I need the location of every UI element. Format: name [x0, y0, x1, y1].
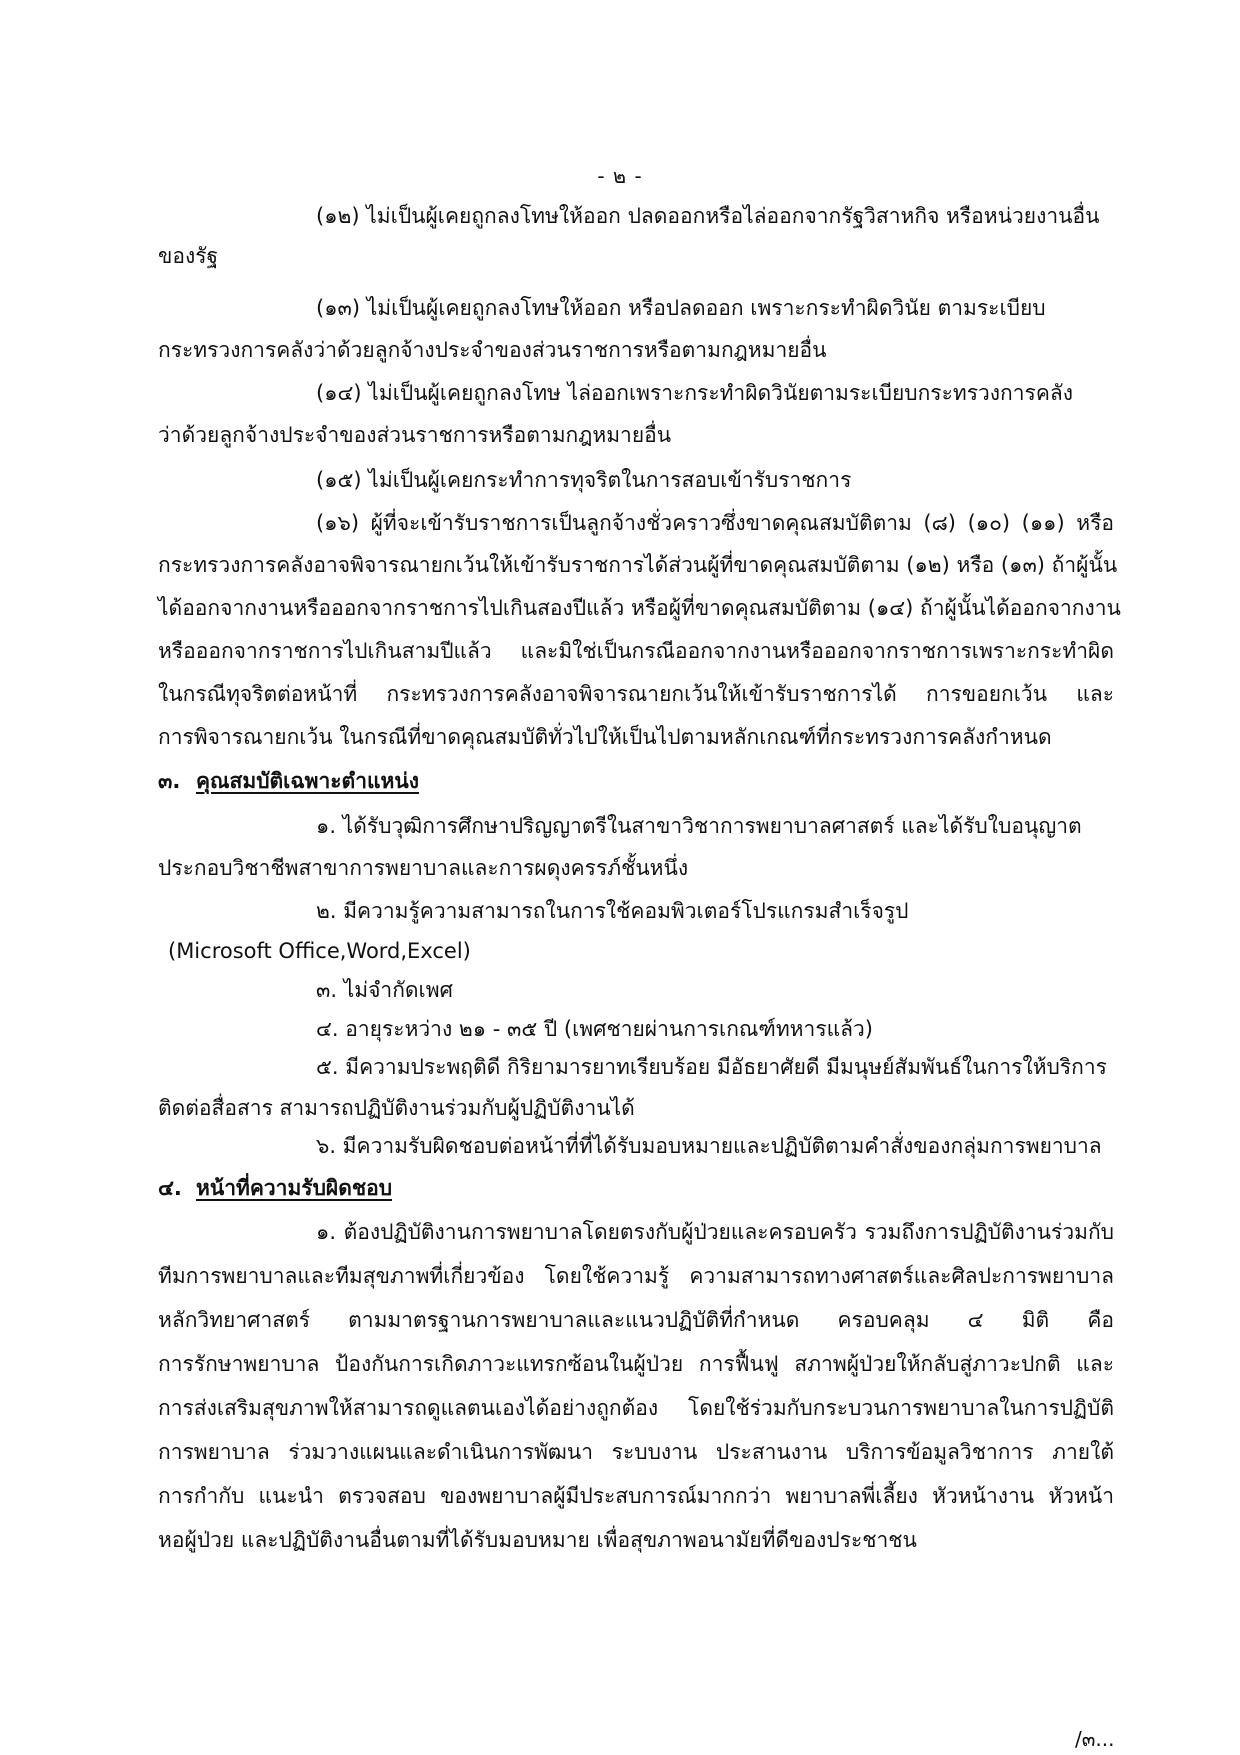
- qualification-16-line-5: ในกรณีทุจริตต่อหน้าที่ กระทรวงการคลังอาจพิจารณายกเว้นให้เข้ารับราชการได้ การขอยกเว้น และ: [158, 682, 1114, 706]
- qualification-14-line-2: ว่าด้วยลูกจ้างประจำของส่วนราชการหรือตามกฎหมายอื่น: [158, 423, 672, 447]
- section-3-item-6: ๖. มีความรับผิดชอบต่อหน้าที่ที่ได้รับมอบหมายและปฏิบัติตามคำสั่งของกลุ่มการพยาบาล: [316, 1134, 1102, 1158]
- qualification-16-line-2: กระทรวงการคลังอาจพิจารณายกเว้นให้เข้ารับราชการได้ส่วนผู้ที่ขาดคุณสมบัติตาม (๑๒) หรือ (๑๓) ถ้าผู้นั้น: [158, 553, 1118, 577]
- section-4-paragraph-line-5: การส่งเสริมสุขภาพให้สามารถดูแลตนเองได้อย่างถูกต้อง โดยใช้ร่วมกับกระบวนการพยาบาลในการปฏิบัติ: [158, 1396, 1114, 1420]
- section-3-heading: คุณสมบัติเฉพาะตำแหน่ง: [196, 769, 419, 793]
- section-4-number: ๔.: [158, 1176, 182, 1200]
- section-3-item-1-line-2: ประกอบวิชาชีพสาขาการพยาบาลและการผดุงครรภ์ชั้นหนึ่ง: [158, 856, 689, 880]
- qualification-16-line-3: ได้ออกจากงานหรือออกจากราชการไปเกินสองปีแล้ว หรือผู้ที่ขาดคุณสมบัติตาม (๑๔) ถ้าผู้นั้นได้ออกจากงาน: [158, 596, 1121, 620]
- qualification-15-line-1: (๑๕) ไม่เป็นผู้เคยกระทำการทุจริตในการสอบเข้ารับราชการ: [316, 468, 852, 492]
- qualification-13-line-2: กระทรวงการคลังว่าด้วยลูกจ้างประจำของส่วนราชการหรือตามกฎหมายอื่น: [158, 338, 827, 362]
- section-3-item-4: ๔. อายุระหว่าง ๒๑ - ๓๕ ปี (เพศชายผ่านการเกณฑ์ทหารแล้ว): [316, 1017, 873, 1041]
- section-3-item-1-line-1: ๑. ได้รับวุฒิการศึกษาปริญญาตรีในสาขาวิชาการพยาบาลศาสตร์ และได้รับใบอนุญาต: [316, 814, 1082, 838]
- section-3-item-2-line-2: (Microsoft Office,Word,Excel): [168, 939, 471, 963]
- page-number: - ๒ -: [597, 164, 643, 188]
- section-3-item-5-line-2: ติดต่อสื่อสาร สามารถปฏิบัติงานร่วมกับผู้ปฏิบัติงานได้: [158, 1096, 635, 1120]
- qualification-13-line-1: (๑๓) ไม่เป็นผู้เคยถูกลงโทษให้ออก หรือปลดออก เพราะกระทำผิดวินัย ตามระเบียบ: [316, 296, 1046, 320]
- section-4-paragraph-line-1: ๑. ต้องปฏิบัติงานการพยาบาลโดยตรงกับผู้ป่วยและครอบครัว รวมถึงการปฏิบัติงานร่วมกับ: [316, 1220, 1114, 1244]
- section-3-item-2-line-1: ๒. มีความรู้ความสามารถในการใช้คอมพิวเตอร์โปรแกรมสำเร็จรูป: [316, 899, 909, 923]
- section-4-paragraph-line-2: ทีมการพยาบาลและทีมสุขภาพที่เกี่ยวข้อง โดยใช้ความรู้ ความสามารถทางศาสตร์และศิลปะการพยาบาล: [158, 1264, 1114, 1288]
- section-3-number: ๓.: [158, 769, 181, 793]
- section-4-paragraph-line-4: การรักษาพยาบาล ป้องกันการเกิดภาวะแทรกซ้อนในผู้ป่วย การฟื้นฟู สภาพผู้ป่วยให้กลับสู่ภาวะปกติ และ: [158, 1352, 1114, 1376]
- section-4-paragraph-line-6: การพยาบาล ร่วมวางแผนและดำเนินการพัฒนา ระบบงาน ประสานงาน บริการข้อมูลวิชาการ ภายใต้: [158, 1440, 1114, 1464]
- qualification-14-line-1: (๑๔) ไม่เป็นผู้เคยถูกลงโทษ ไล่ออกเพราะกระทำผิดวินัยตามระเบียบกระทรวงการคลัง: [316, 381, 1073, 405]
- qualification-16-line-6: การพิจารณายกเว้น ในกรณีที่ขาดคุณสมบัติทั่วไปให้เป็นไปตามหลักเกณฑ์ที่กระทรวงการคลังกำหนด: [158, 725, 1052, 749]
- qualification-16-line-1: (๑๖) ผู้ที่จะเข้ารับราชการเป็นลูกจ้างชั่วคราวซึ่งขาดคุณสมบัติตาม (๘) (๑๐) (๑๑) หรือ: [316, 511, 1114, 535]
- qualification-12-line-1: (๑๒) ไม่เป็นผู้เคยถูกลงโทษให้ออก ปลดออกหรือไล่ออกจากรัฐวิสาหกิจ หรือหน่วยงานอื่น: [316, 204, 1100, 228]
- qualification-12-line-2: ของรัฐ: [158, 244, 219, 268]
- qualification-16-line-4: หรือออกจากราชการไปเกินสามปีแล้ว และมิใช่เป็นกรณีออกจากงานหรือออกจากราชการเพราะกระทำผิด: [158, 639, 1114, 663]
- section-4-paragraph-line-3: หลักวิทยาศาสตร์ ตามมาตรฐานการพยาบาลและแนวปฏิบัติที่กำหนด ครอบคลุม ๔ มิติ คือ: [158, 1308, 1114, 1332]
- section-4-heading: หน้าที่ความรับผิดชอบ: [196, 1176, 393, 1200]
- section-3-item-3: ๓. ไม่จำกัดเพศ: [316, 978, 453, 1002]
- section-3-item-5-line-1: ๕. มีความประพฤติดี กิริยามารยาทเรียบร้อย มีอัธยาศัยดี มีมนุษย์สัมพันธ์ในการให้บริการ: [316, 1055, 1107, 1079]
- section-4-paragraph-line-8: หอผู้ป่วย และปฏิบัติงานอื่นตามที่ได้รับมอบหมาย เพื่อสุขภาพอนามัยที่ดีของประชาชน: [158, 1528, 917, 1552]
- section-4-paragraph-line-7: การกำกับ แนะนำ ตรวจสอบ ของพยาบาลผู้มีประสบการณ์มากกว่า พยาบาลพี่เลี้ยง หัวหน้างาน หัวหน้า: [158, 1484, 1114, 1508]
- next-page-marker: /๓...: [1075, 1727, 1115, 1751]
